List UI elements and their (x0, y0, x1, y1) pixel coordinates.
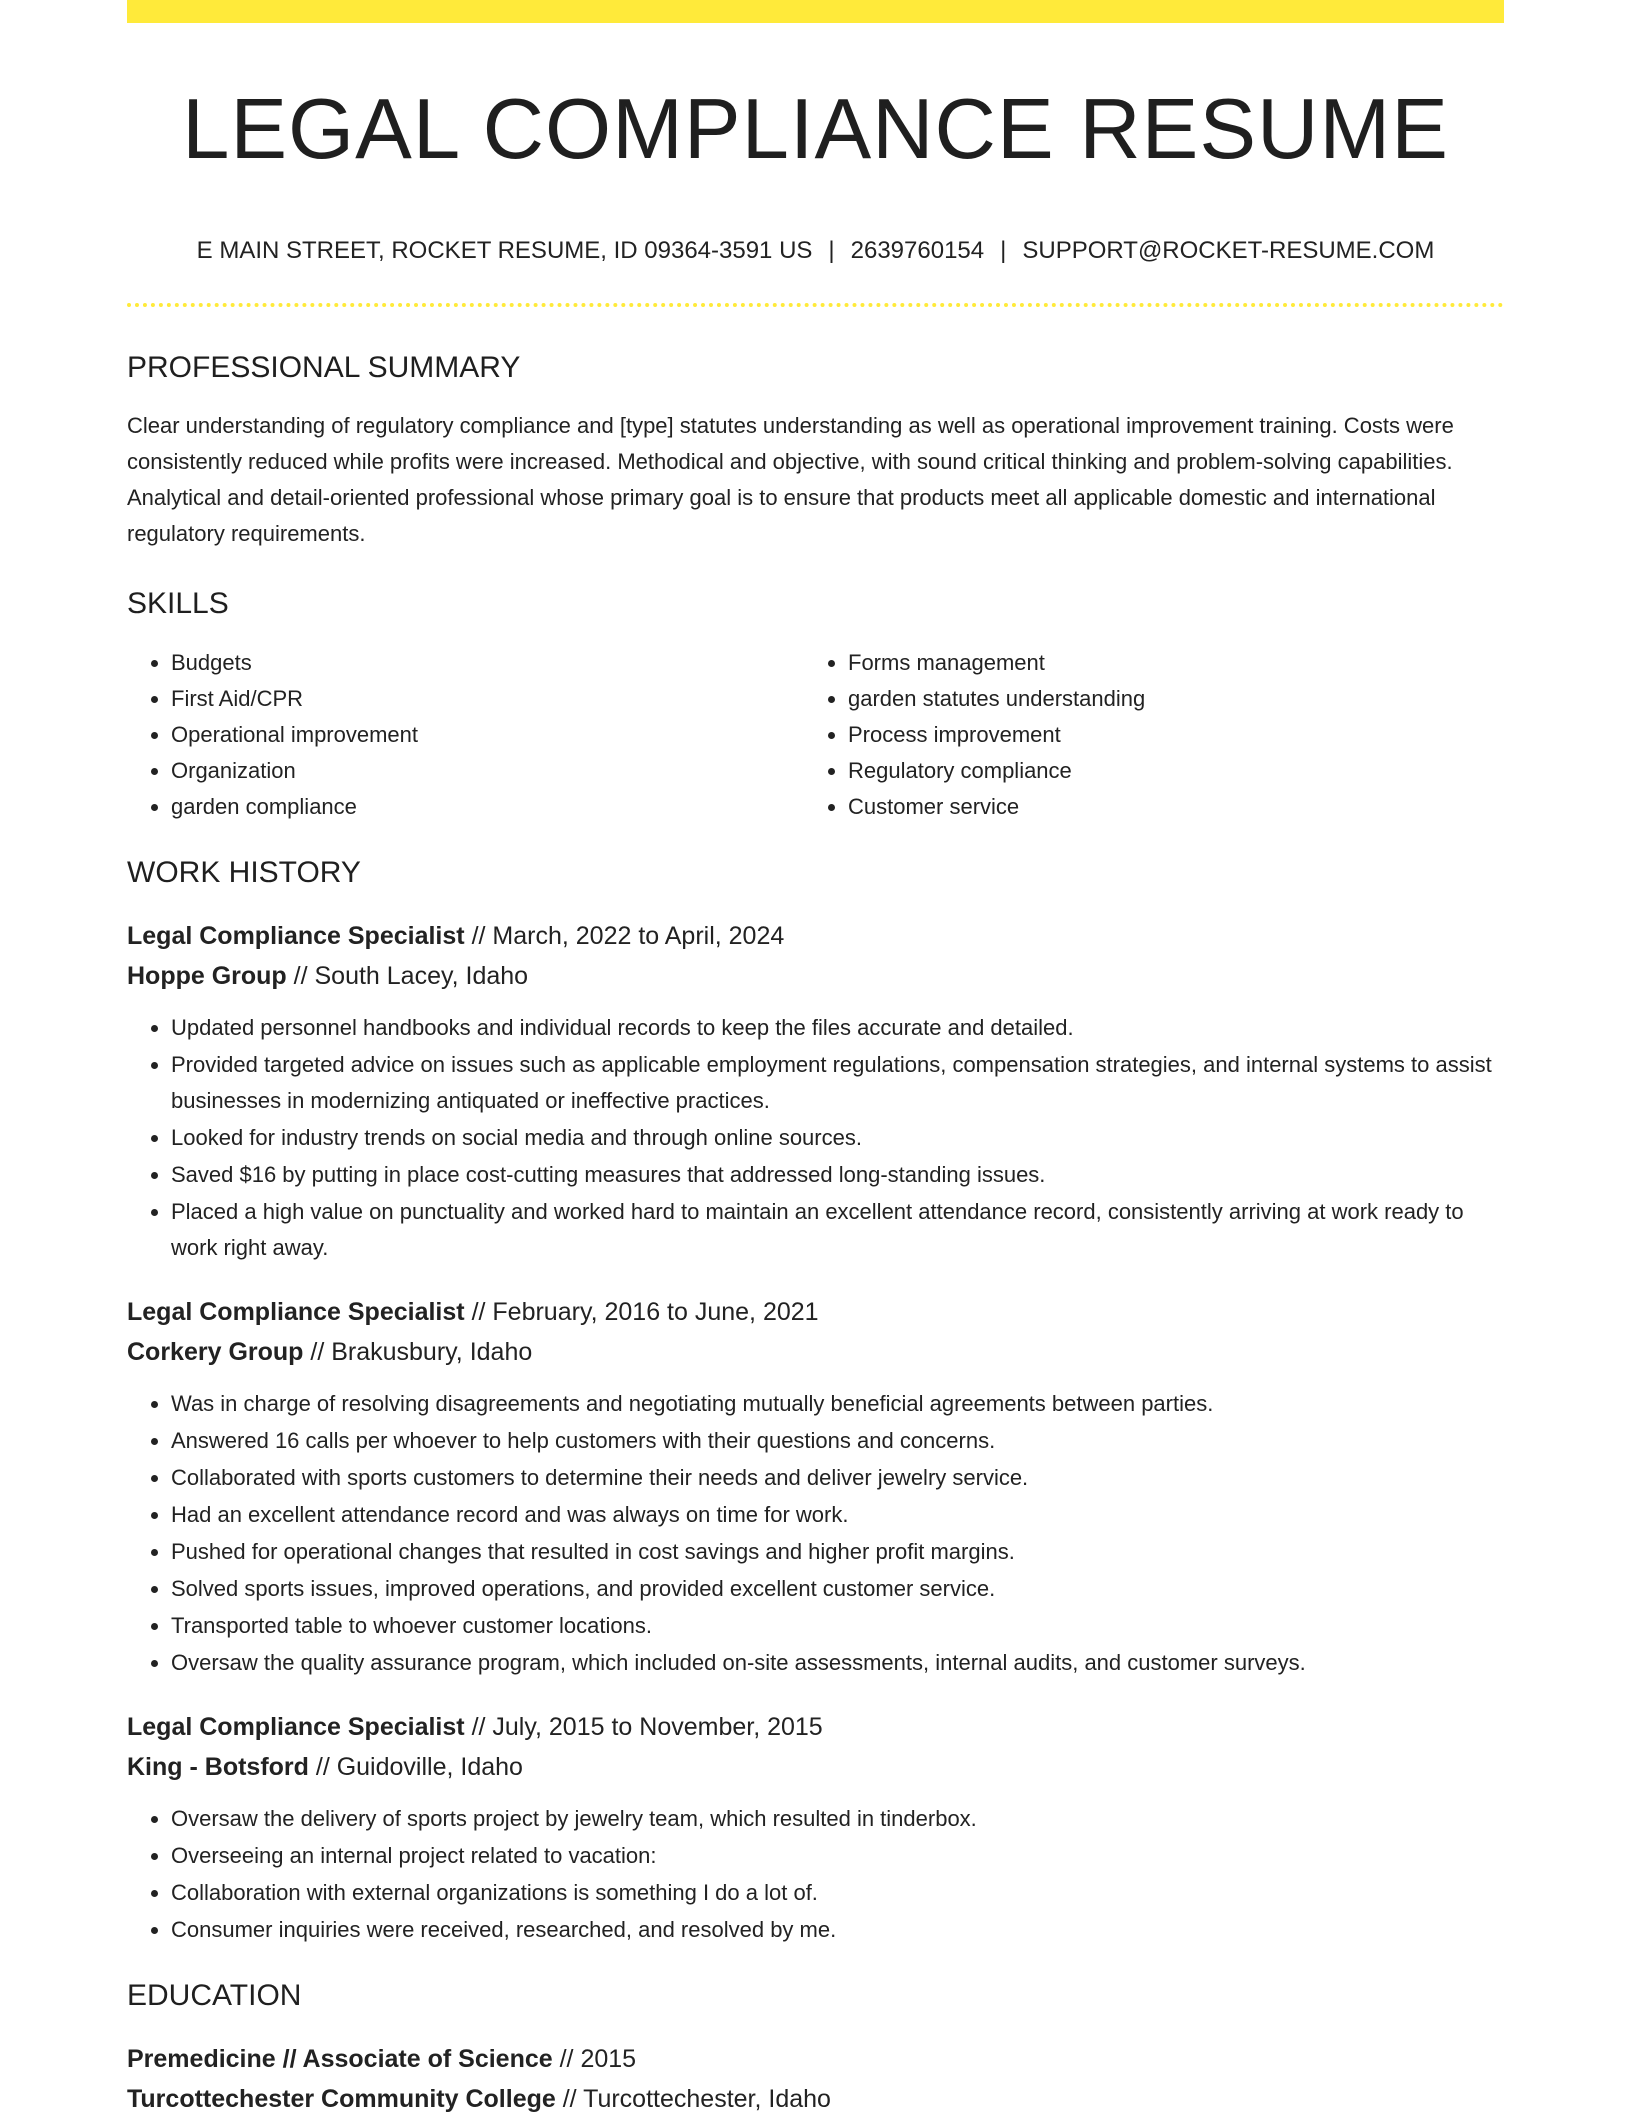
job-company-line (127, 1747, 1504, 1787)
summary-text: Clear understanding of regulatory compliance and [type] statutes understanding as well as operational improvement training. Costs were consistently reduced while profits were increased. Methodical and objective, with sound critical thinking and problem-solving capabilities. Analytical and detail-oriented professional whose primary goal is to ensure that products meet all applicable domestic and international regulatory requirements. (127, 413, 1454, 547)
job-bullet: • Updated personnel handbooks and individual records to keep the files accurate and detailed. (171, 1010, 1504, 1046)
job-company: Hoppe Group (127, 962, 287, 991)
education-location: // Turcottechester, Idaho (555, 2085, 831, 2114)
skill-item: • Budgets (171, 645, 804, 681)
job-title-line (127, 916, 1504, 956)
skills-column-right (804, 645, 1481, 825)
job-bullet: • Oversaw the delivery of sports project by jewelry team, which resulted in tinderbox. (171, 1801, 1504, 1837)
job-bullet: • Consumer inquiries were received, researched, and resolved by me. (171, 1912, 1504, 1948)
skill-item: • garden compliance (171, 789, 804, 825)
job-bullet: • Overseeing an internal project related to vacation: (171, 1838, 1504, 1874)
resume-title: LEGAL COMPLIANCE RESUME (182, 82, 1449, 177)
job-company-line (127, 1332, 1504, 1372)
job-bullet: • Oversaw the quality assurance program, which included on-site assessments, internal audits, and customer surveys. (171, 1645, 1504, 1681)
skills-column-left (127, 645, 804, 825)
education-entry (127, 2039, 1504, 2119)
job-company: King - Botsford (127, 1753, 309, 1782)
contact-line (127, 237, 1504, 266)
dotted-divider (127, 303, 1504, 307)
job-role: Legal Compliance Specialist (127, 1298, 465, 1327)
skill-item: • First Aid/CPR (171, 681, 804, 717)
skills-heading: SKILLS (127, 587, 229, 621)
job-dates: // July, 2015 to November, 2015 (464, 1713, 823, 1742)
job-location: // South Lacey, Idaho (286, 962, 529, 991)
job-dates: // March, 2022 to April, 2024 (464, 922, 785, 951)
skills-list (127, 645, 1504, 825)
job-bullet: • Provided targeted advice on issues such as applicable employment regulations, compensation strategies, and internal systems to assist businesses in modernizing antiquated or ineffective practices. (171, 1047, 1504, 1119)
job-bullet: • Pushed for operational changes that resulted in cost savings and higher profit margins. (171, 1534, 1504, 1570)
skill-item: • Forms management (848, 645, 1481, 681)
education-degree: Premedicine // Associate of Science (127, 2045, 553, 2074)
job-bullet: • Collaboration with external organizations is something I do a lot of. (171, 1875, 1504, 1911)
job-title-line (127, 1292, 1504, 1332)
job-location: // Guidoville, Idaho (308, 1753, 523, 1782)
summary-heading: PROFESSIONAL SUMMARY (127, 351, 521, 385)
job-location: // Brakusbury, Idaho (303, 1338, 533, 1367)
education-degree-line (127, 2039, 1504, 2079)
contact-separator: | (1000, 236, 1007, 264)
job-company: Corkery Group (127, 1338, 304, 1367)
skill-item: • Operational improvement (171, 717, 804, 753)
job-dates: // February, 2016 to June, 2021 (464, 1298, 819, 1327)
job-bullet: • Looked for industry trends on social media and through online sources. (171, 1120, 1504, 1156)
skill-item: • garden statutes understanding (848, 681, 1481, 717)
resume-page (127, 0, 1504, 2119)
job-title-line (127, 1707, 1504, 1747)
job-entry (127, 1707, 1504, 1948)
contact-separator: | (828, 236, 835, 264)
education-school: Turcottechester Community College (127, 2085, 556, 2114)
work-history-heading: WORK HISTORY (127, 856, 361, 890)
skill-item: • Process improvement (848, 717, 1481, 753)
job-bullet: • Collaborated with sports customers to determine their needs and deliver jewelry service. (171, 1460, 1504, 1496)
job-entry (127, 1292, 1504, 1681)
job-bullet: • Had an excellent attendance record and was always on time for work. (171, 1497, 1504, 1533)
contact-email[interactable]: SUPPORT@ROCKET-RESUME.COM (1022, 236, 1435, 264)
skill-item: • Customer service (848, 789, 1481, 825)
job-bullets (127, 1386, 1504, 1681)
job-bullets (127, 1010, 1504, 1266)
job-role: Legal Compliance Specialist (127, 1713, 465, 1742)
job-entry (127, 916, 1504, 1266)
job-role: Legal Compliance Specialist (127, 922, 465, 951)
education-school-line (127, 2079, 1504, 2119)
skill-item: • Regulatory compliance (848, 753, 1481, 789)
skill-item: • Organization (171, 753, 804, 789)
education-heading: EDUCATION (127, 1979, 302, 2013)
job-bullet: • Saved $16 by putting in place cost-cutting measures that addressed long-standing issues. (171, 1157, 1504, 1193)
job-bullet: • Solved sports issues, improved operations, and provided excellent customer service. (171, 1571, 1504, 1607)
job-bullet: • Transported table to whoever customer locations. (171, 1608, 1504, 1644)
contact-phone: 2639760154 (850, 236, 985, 264)
job-bullet: • Answered 16 calls per whoever to help customers with their questions and concerns. (171, 1423, 1504, 1459)
job-bullet: • Was in charge of resolving disagreements and negotiating mutually beneficial agreements between parties. (171, 1386, 1504, 1422)
job-company-line (127, 956, 1504, 996)
top-accent-bar (127, 0, 1504, 23)
contact-address: E MAIN STREET, ROCKET RESUME, ID 09364-3591 US (196, 236, 813, 264)
job-bullet: • Placed a high value on punctuality and worked hard to maintain an excellent attendance record, consistently arriving at work ready to work right away. (171, 1194, 1504, 1266)
job-bullets (127, 1801, 1504, 1948)
education-year: // 2015 (552, 2045, 637, 2074)
